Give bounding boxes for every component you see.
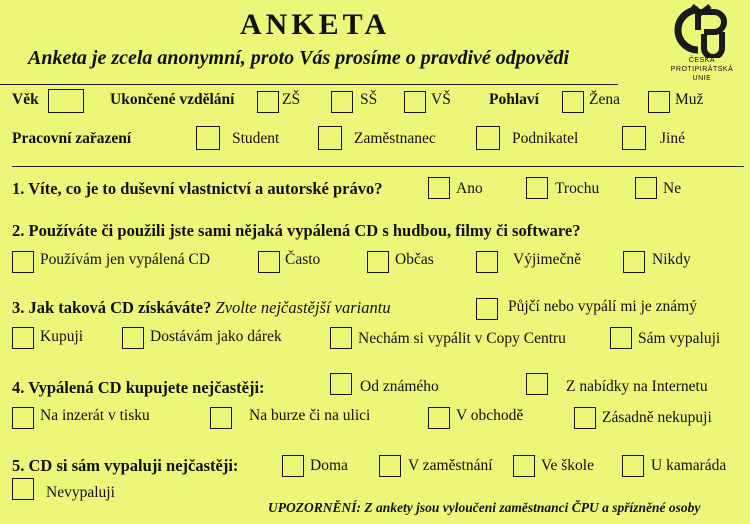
work-employee-checkbox[interactable] (318, 126, 342, 150)
q5-option-home-checkbox[interactable] (282, 455, 304, 477)
work-employee-label: Zaměstnanec (354, 130, 436, 147)
q2-option-sometimes-label: Občas (395, 251, 434, 268)
divider-top (0, 84, 618, 85)
q4-option-acquaintance-checkbox[interactable] (330, 373, 352, 395)
work-other-checkbox[interactable] (622, 126, 646, 150)
work-label: Pracovní zařazení (12, 130, 132, 147)
q5-option-work-checkbox[interactable] (379, 455, 401, 477)
q4-option-newspaper-ad-checkbox[interactable] (12, 407, 34, 429)
education-label: Ukončené vzdělání (110, 91, 235, 108)
q4-option-never-buy-label: Zásadně nekupuji (602, 409, 712, 426)
q5-option-work-label: V zaměstnání (408, 457, 493, 474)
education-vs-label: VŠ (431, 91, 451, 108)
q3-option-gift-label: Dostávám jako dárek (150, 328, 282, 345)
q2-option-sometimes-checkbox[interactable] (367, 251, 389, 273)
q4-option-never-buy-checkbox[interactable] (574, 407, 596, 429)
q1-option-no-checkbox[interactable] (635, 177, 657, 199)
q3-option-buy-checkbox[interactable] (12, 327, 34, 349)
age-input[interactable] (48, 89, 84, 113)
footer-notice: UPOZORNĚNÍ: Z ankety jsou vyloučeni zaměstnanci ČPU a spřízněné osoby (268, 500, 701, 515)
q1-option-little-label: Trochu (555, 180, 600, 197)
q2-option-rarely-label: Výjimečně (513, 251, 582, 268)
education-zs-checkbox[interactable] (257, 91, 279, 113)
age-label: Věk (12, 91, 39, 108)
q2-option-never-checkbox[interactable] (623, 251, 645, 273)
work-entrepreneur-label: Podnikatel (512, 130, 579, 147)
q5-option-none-label: Nevypaluji (46, 484, 115, 501)
form-title: ANKETA (240, 8, 391, 41)
q5-option-home-label: Doma (310, 457, 348, 474)
gender-female-checkbox[interactable] (562, 91, 584, 113)
question-3-hint: Zvolte nejčastější variantu (215, 298, 391, 317)
q3-option-buy-label: Kupuji (40, 328, 84, 345)
question-4-text: 4. Vypálená CD kupujete nejčastěji: (12, 378, 265, 397)
work-entrepreneur-checkbox[interactable] (476, 126, 500, 150)
q5-option-friend-label: U kamaráda (651, 457, 727, 474)
q3-option-self-checkbox[interactable] (610, 327, 632, 349)
q2-option-often-checkbox[interactable] (258, 251, 280, 273)
work-other-label: Jiné (660, 130, 685, 147)
q2-option-rarely-checkbox[interactable] (476, 251, 498, 273)
q4-option-shop-label: V obchodě (456, 407, 524, 424)
work-student-label: Student (232, 130, 280, 147)
q4-option-market-street-checkbox[interactable] (210, 407, 232, 429)
q3-option-copy-centre-checkbox[interactable] (330, 327, 352, 349)
logo-text-line3: UNIE (692, 75, 712, 82)
work-student-checkbox[interactable] (196, 126, 220, 150)
q5-option-school-checkbox[interactable] (513, 455, 535, 477)
q2-option-only-burned-checkbox[interactable] (12, 251, 34, 273)
question-2-text: 2. Používáte či použili jste sami nějaká vypálená CD s hudbou, filmy či software? (12, 221, 581, 240)
q4-option-market-street-label: Na burze či na ulici (249, 407, 371, 424)
q3-option-friend-label: Půjčí nebo vypálí mi je známý (508, 298, 697, 315)
q2-option-only-burned-label: Používám jen vypálená CD (40, 251, 211, 268)
cpu-logo (662, 4, 742, 86)
q3-option-copy-centre-label: Nechám si vypálit v Copy Centru (358, 330, 566, 347)
q1-option-yes-checkbox[interactable] (428, 177, 450, 199)
q5-option-school-label: Ve škole (541, 457, 594, 474)
cpu-logo-icon (668, 4, 734, 58)
question-3-main: 3. Jak taková CD získáváte? (12, 298, 212, 317)
question-5-text: 5. CD si sám vypaluji nejčastěji: (12, 456, 239, 475)
q3-option-gift-checkbox[interactable] (122, 327, 144, 349)
education-ss-label: SŠ (360, 91, 378, 108)
question-3-text (12, 298, 391, 318)
q2-option-never-label: Nikdy (652, 251, 691, 268)
q1-option-yes-label: Ano (456, 180, 483, 197)
q1-option-little-checkbox[interactable] (526, 177, 548, 199)
gender-male-checkbox[interactable] (648, 91, 670, 113)
q4-option-newspaper-ad-label: Na inzerát v tisku (40, 407, 150, 424)
q3-option-friend-checkbox[interactable] (476, 298, 498, 320)
q1-option-no-label: Ne (663, 180, 682, 197)
gender-female-label: Žena (589, 91, 620, 108)
education-vs-checkbox[interactable] (404, 91, 426, 113)
q4-option-acquaintance-label: Od známého (360, 378, 439, 395)
q4-option-shop-checkbox[interactable] (428, 407, 450, 429)
logo-text-line1: ČESKÁ (688, 57, 716, 64)
education-ss-checkbox[interactable] (331, 91, 353, 113)
divider-middle (12, 166, 744, 167)
gender-label: Pohlaví (489, 91, 539, 108)
q4-option-internet-checkbox[interactable] (526, 373, 548, 395)
logo-text-line2: PROTIPIRÁTSKÁ (670, 66, 734, 73)
q2-option-often-label: Často (285, 251, 321, 268)
form-subtitle: Anketa je zcela anonymní, proto Vás prosíme o pravdivé odpovědi (28, 47, 570, 69)
q3-option-self-label: Sám vypaluji (638, 330, 721, 347)
education-zs-label: ZŠ (282, 91, 301, 108)
q4-option-internet-label: Z nabídky na Internetu (566, 378, 708, 395)
gender-male-label: Muž (675, 91, 704, 108)
question-1-text: 1. Víte, co je to duševní vlastnictví a autorské právo? (12, 179, 383, 198)
q5-option-none-checkbox[interactable] (12, 478, 34, 500)
q5-option-friend-checkbox[interactable] (622, 455, 644, 477)
